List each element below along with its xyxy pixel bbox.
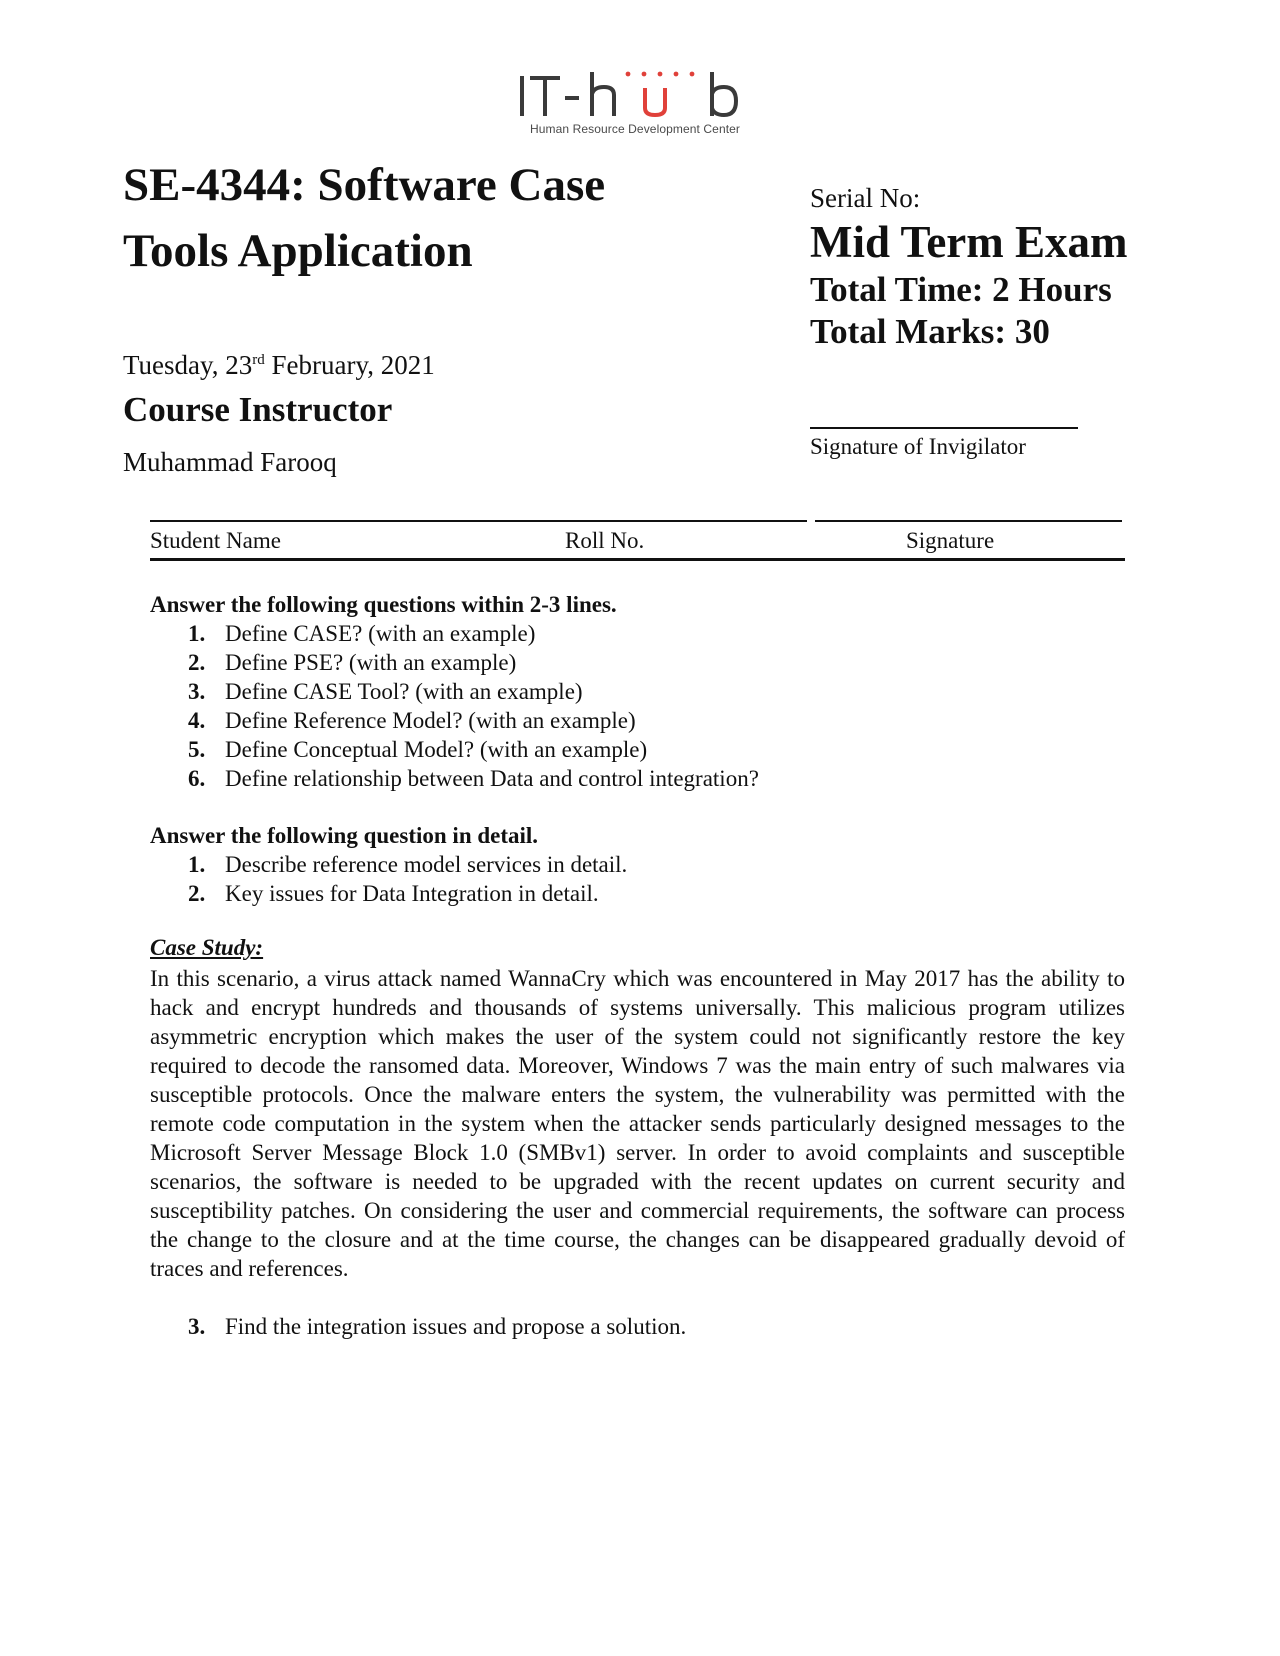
invigilator-signature-line (810, 427, 1078, 429)
section1-heading: Answer the following questions within 2-3 lines. (150, 592, 617, 617)
section2-question-list (150, 850, 627, 908)
instructor-name: Muhammad Farooq (123, 447, 337, 477)
question-item (150, 850, 627, 879)
question-text: Define Reference Model? (with an example) (225, 708, 636, 733)
question-item (150, 1312, 686, 1341)
question-item (150, 677, 759, 706)
ithub-logo-mark (510, 62, 760, 122)
question-item (150, 648, 759, 677)
section1-question-list (150, 619, 759, 793)
total-time: Total Time: 2 Hours (810, 270, 1112, 309)
course-title: SE-4344: Software Case Tools Application (123, 159, 606, 277)
question-item (150, 879, 627, 908)
question-text: Key issues for Data Integration in detail. (225, 881, 599, 906)
date-rest: February, 2021 (264, 350, 435, 380)
exam-date (123, 350, 435, 381)
question-number: 6. (188, 766, 206, 791)
question-number: 2. (188, 881, 206, 906)
student-name-roll-line (150, 520, 807, 522)
question-item (150, 706, 759, 735)
question-number: 4. (188, 708, 206, 733)
question-item (150, 619, 759, 648)
date-prefix: Tuesday, 23 (123, 350, 253, 380)
question-number: 1. (188, 621, 206, 646)
roll-no-label: Roll No. (565, 528, 645, 553)
question-text: Define relationship between Data and control integration? (225, 766, 759, 791)
question-number: 1. (188, 852, 206, 877)
question-number: 3. (188, 1314, 206, 1339)
question-item (150, 735, 759, 764)
question-text: Define CASE? (with an example) (225, 621, 536, 646)
ithub-logo (510, 62, 760, 142)
section2-heading: Answer the following question in detail. (150, 823, 539, 848)
instructor-heading: Course Instructor (123, 390, 393, 429)
question-number: 3. (188, 679, 206, 704)
question-text: Describe reference model services in detail. (225, 852, 628, 877)
question-text: Find the integration issues and propose a solution. (225, 1314, 687, 1339)
student-signature-line (815, 520, 1122, 522)
case-study-question-list (150, 1312, 686, 1341)
student-name-label: Student Name (150, 528, 281, 553)
case-study-paragraph: In this scenario, a virus attack named WannaCry which was encountered in May 2017 has the ability to hack and encrypt hundreds and thousands of systems universally. This malicious program utilizes asymmetric encryption which makes the user of the system could not significantly restore the key required to decode the ransomed data. Moreover, Windows 7 was the main entry of such malwares via susceptible protocols. Once the malware enters the system, the vulnerability was permitted with the remote code computation in the system when the attacker sends particularly designed messages to the Microsoft Server Message Block 1.0 (SMBv1) server. In order to avoid complaints and susceptible scenarios, the software is needed to be upgraded with the recent updates on current security and susceptibility patches. On considering the user and commercial requirements, the software can process the change to the closure and at the time course, the changes can be disappeared gradually devoid of traces and references. (150, 966, 1125, 1281)
invigilator-signature-label: Signature of Invigilator (810, 434, 1026, 459)
question-text: Define CASE Tool? (with an example) (225, 679, 583, 704)
question-text: Define Conceptual Model? (with an example) (225, 737, 648, 762)
signature-label: Signature (906, 528, 995, 553)
total-marks: Total Marks: 30 (810, 312, 1050, 351)
case-study-heading: Case Study: (150, 935, 264, 960)
serial-label: Serial No: (810, 183, 921, 213)
date-ordinal: rd (252, 352, 265, 368)
question-number: 2. (188, 650, 206, 675)
logo-subtitle: Human Resource Development Center (529, 122, 741, 136)
student-info-row (150, 528, 1125, 561)
question-text: Define PSE? (with an example) (225, 650, 517, 675)
exam-type: Mid Term Exam (810, 217, 1128, 267)
question-item (150, 764, 759, 793)
question-number: 5. (188, 737, 206, 762)
